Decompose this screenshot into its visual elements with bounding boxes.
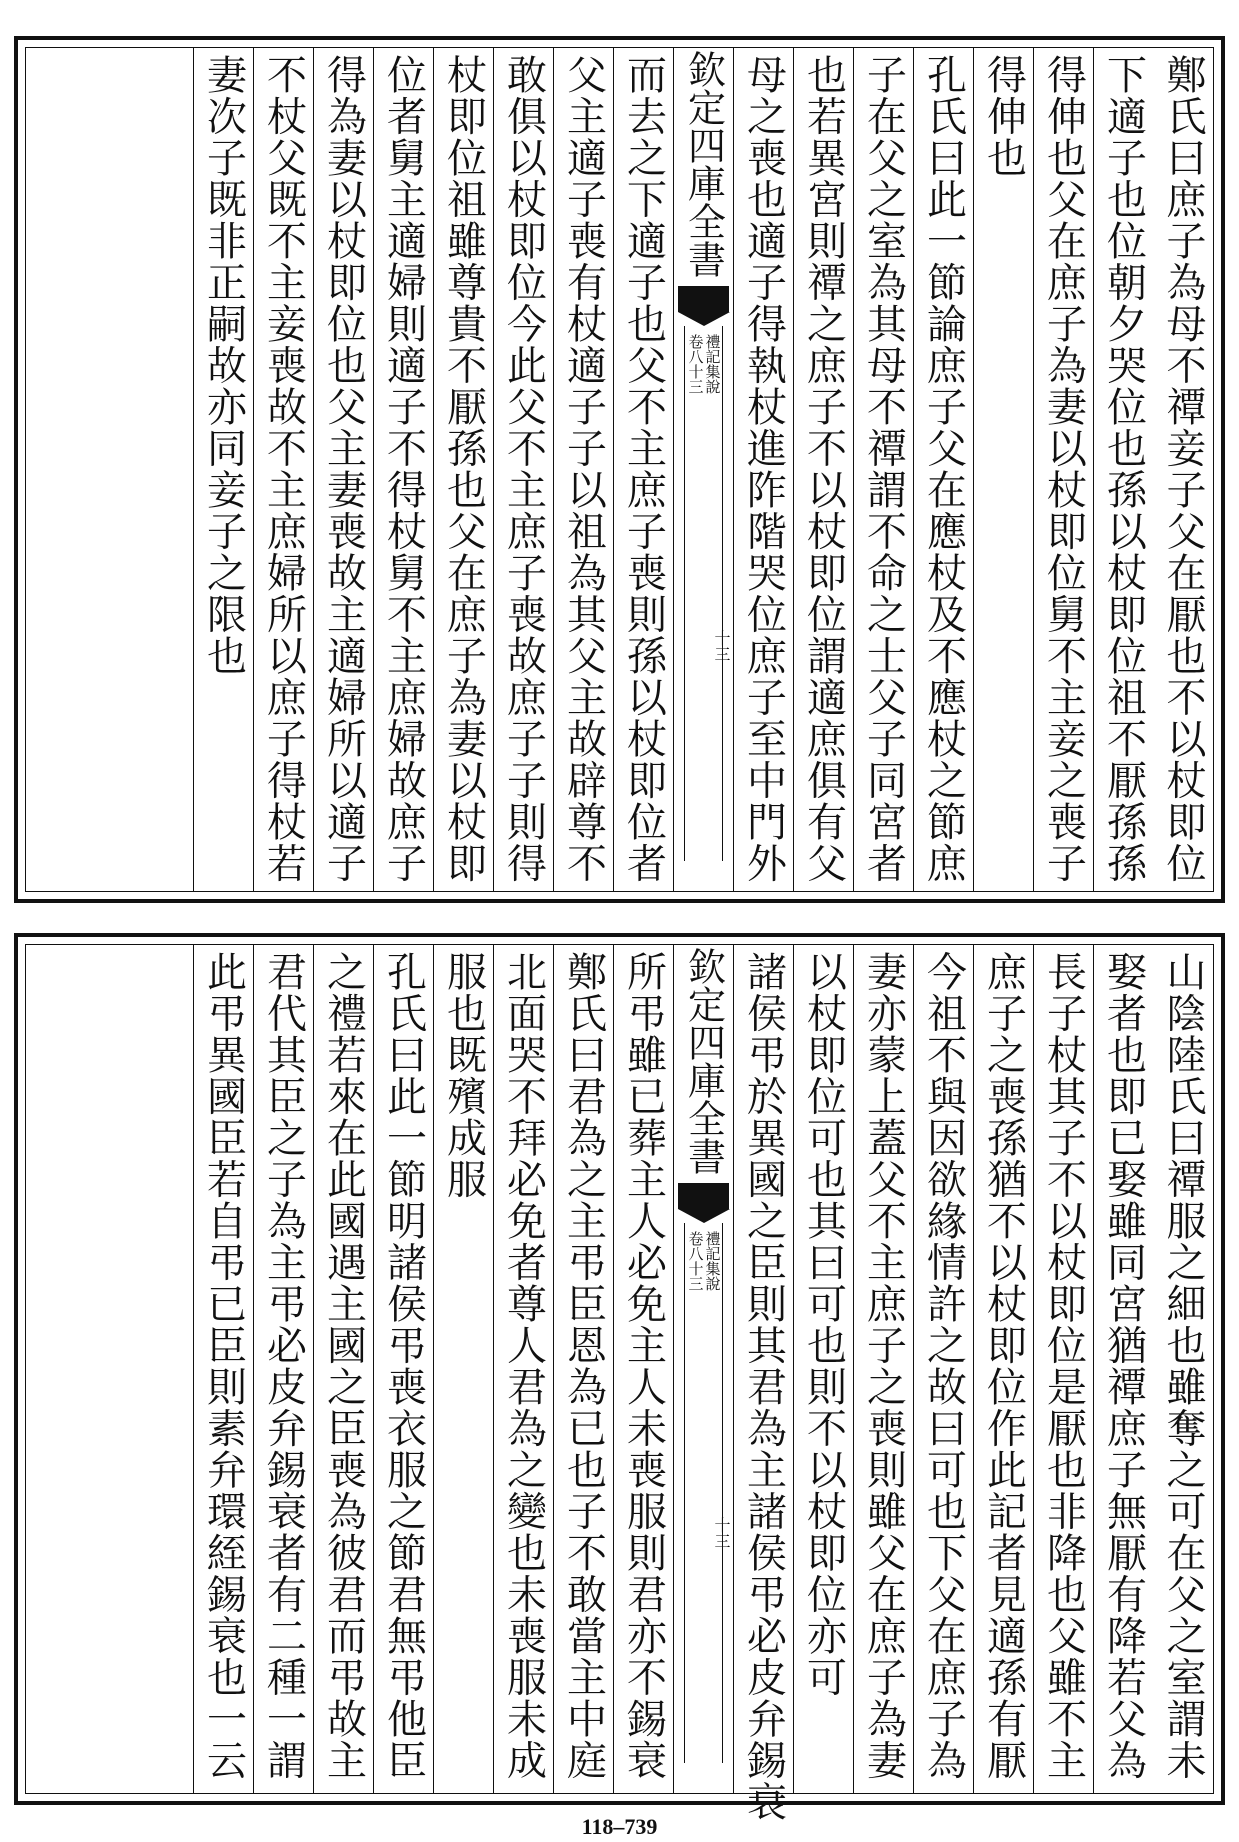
text-column: 下適子也位朝夕哭位也孫以杖即位祖不厭孫孫 [1093, 48, 1153, 891]
fish-tail-ornament [678, 286, 729, 312]
text-column: 北面哭不拜必免者尊人君為之變也未喪服未成 [493, 945, 553, 1793]
text-column: 諸侯弔於異國之臣則其君為主諸侯弔必皮弁錫衰 [733, 945, 793, 1793]
gutter-subtitle [674, 334, 733, 394]
bottom-page-text-area [25, 944, 1214, 1823]
center-gutter [673, 945, 733, 1793]
leaf-number: 十三 [712, 1517, 731, 1549]
top-page-text-area [25, 47, 1214, 892]
page-number: 118–739 [581, 1814, 658, 1839]
text-column: 也若異宮則禫之庶子不以杖即位謂適庶俱有父 [793, 48, 853, 891]
text-column: 敢俱以杖即位今此父不主庶子喪故庶子子則得 [493, 48, 553, 891]
gutter-title: 欽定四庫全書 [681, 947, 726, 1175]
volume-number: 卷八十三 [686, 1231, 705, 1291]
text-column: 孔氏曰此一節明諸侯弔喪衣服之節君無弔他臣 [373, 945, 433, 1793]
gutter-title: 欽定四庫全書 [681, 50, 726, 278]
text-column: 所弔雖已葬主人必免主人未喪服則君亦不錫衰 [613, 945, 673, 1793]
volume-number: 卷八十三 [686, 334, 705, 394]
text-column: 不杖父既不主妾喪故不主庶婦所以庶子得杖若 [253, 48, 313, 891]
text-column: 山陰陸氏曰禫服之細也雖奪之可在父之室謂未 [1160, 951, 1206, 1781]
text-column: 君代其臣之子為主弔必皮弁錫衰者有二種一謂 [253, 945, 313, 1793]
text-column: 此弔異國臣若自弔已臣則素弁環絰錫衰也一云 [193, 945, 253, 1793]
text-column: 孔氏曰此一節論庶子父在應杖及不應杖之節庶 [913, 48, 973, 891]
leaf-number: 十三 [712, 630, 731, 662]
text-column: 妻亦蒙上蓋父不主庶子之喪則雖父在庶子為妻 [853, 945, 913, 1793]
top-page-frame [14, 36, 1225, 903]
bottom-page-frame [14, 933, 1225, 1823]
gutter-rule [684, 1223, 685, 1763]
text-column: 得伸也父在庶子為妻以杖即位舅不主妾之喪子 [1033, 48, 1093, 891]
text-column: 父主適子喪有杖適子子以祖為其父主故辟尊不 [553, 48, 613, 891]
text-column: 服也既殯成服 [433, 945, 493, 1793]
text-column: 今祖不與因欲緣情許之故曰可也下父在庶子為 [913, 945, 973, 1793]
text-column: 杖即位祖雖尊貴不厭孫也父在庶子為妻以杖即 [433, 48, 493, 891]
text-column: 母之喪也適子得執杖進阼階哭位庶子至中門外 [733, 48, 793, 891]
text-column: 庶子之喪孫猶不以杖即位作此記者見適孫有厭 [973, 945, 1033, 1793]
text-column: 娶者也即已娶雖同宮猶禫庶子無厭有降若父為 [1093, 945, 1153, 1793]
gutter-subtitle [674, 1231, 733, 1291]
gutter-rule [722, 326, 723, 861]
text-column: 之禮若來在此國遇主國之臣喪為彼君而弔故主 [313, 945, 373, 1793]
text-column: 以杖即位可也其曰可也則不以杖即位亦可 [793, 945, 853, 1793]
book-title: 禮記集說 [703, 334, 722, 394]
text-column: 鄭氏曰庶子為母不禫妾子父在厭也不以杖即位 [1160, 54, 1206, 884]
text-column: 長子杖其子不以杖即位是厭也非降也父雖不主 [1033, 945, 1093, 1793]
center-gutter [673, 48, 733, 891]
gutter-rule [722, 1223, 723, 1763]
text-column: 得伸也 [973, 48, 1033, 891]
text-column: 子在父之室為其母不禫謂不命之士父子同宮者 [853, 48, 913, 891]
text-column: 位者舅主適婦則適子不得杖舅不主庶婦故庶子 [373, 48, 433, 891]
gutter-rule [684, 326, 685, 861]
book-title: 禮記集說 [703, 1231, 722, 1291]
text-column: 得為妻以杖即位也父主妻喪故主適婦所以適子 [313, 48, 373, 891]
text-column: 鄭氏曰君為之主弔臣恩為已也子不敢當主中庭 [553, 945, 613, 1793]
text-column: 而去之下適子也父不主庶子喪則孫以杖即位者 [613, 48, 673, 891]
text-column: 妻次子既非正嗣故亦同妾子之限也 [193, 48, 253, 891]
fish-tail-ornament [678, 1183, 729, 1209]
